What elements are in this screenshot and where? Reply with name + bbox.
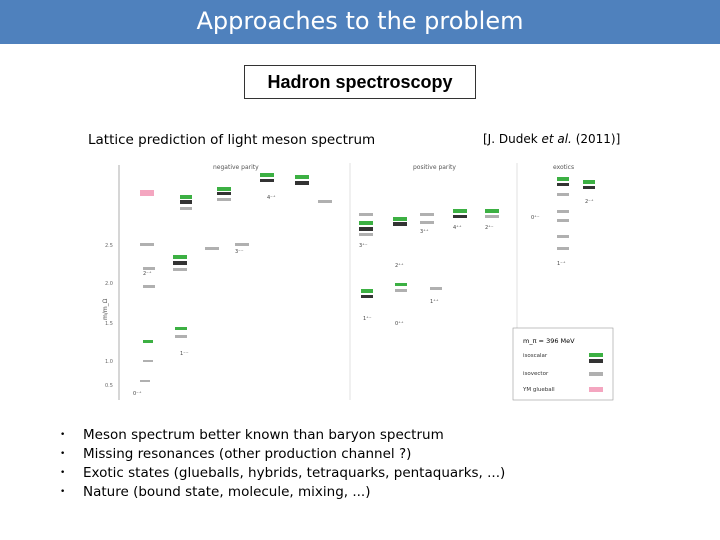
- state-label: 1⁻⁻: [180, 351, 189, 357]
- bullet-item: [60, 445, 505, 464]
- y-tick: 2.5: [105, 243, 113, 249]
- citation-prefix: [J. Dudek: [483, 132, 542, 146]
- panel-exotics: exotics: [553, 164, 575, 171]
- hadron-spectroscopy-box: Hadron spectroscopy: [244, 65, 476, 99]
- bullet-text: Exotic states (glueballs, hybrids, tetraquarks, pentaquarks, ...): [83, 465, 506, 481]
- legend-isovector-label: isovector: [523, 371, 549, 377]
- state-label: 2⁺⁻: [485, 225, 494, 231]
- panel-negative-parity: negative parity: [213, 164, 259, 171]
- slide-title: Approaches to the problem: [0, 0, 720, 44]
- exotics-levels: [557, 177, 595, 250]
- state-label: 1⁺⁺: [430, 299, 439, 305]
- state-label: 4⁻⁺: [267, 195, 276, 201]
- bullet-text: Meson spectrum better known than baryon spectrum: [83, 427, 444, 443]
- panel-positive-parity: positive parity: [413, 164, 456, 171]
- bullet-item: [60, 483, 505, 502]
- state-label: 3⁺⁻: [359, 243, 368, 249]
- meson-spectrum-figure: [95, 155, 625, 405]
- y-tick: 1.5: [105, 321, 113, 327]
- exotics-state-labels: [531, 199, 594, 267]
- bullet-dot: •: [60, 487, 66, 497]
- citation-italic: et al.: [541, 132, 572, 146]
- negative-parity-state-labels: [133, 195, 276, 397]
- positive-parity-state-labels: [359, 225, 494, 327]
- figure-legend: [513, 328, 613, 400]
- bullet-item: [60, 464, 505, 483]
- positive-parity-levels: [359, 209, 499, 298]
- y-tick: 2.0: [105, 281, 113, 287]
- bullet-item: [60, 426, 505, 445]
- state-label: 4⁺⁺: [453, 225, 462, 231]
- lattice-prediction-label: Lattice prediction of light meson spectrum: [88, 132, 376, 148]
- citation: [483, 132, 620, 146]
- y-tick: 1.0: [105, 359, 113, 365]
- bullet-dot: •: [60, 449, 66, 459]
- state-label: 0⁺⁺: [395, 321, 404, 327]
- bullet-dot: •: [60, 468, 66, 478]
- state-label: 2⁻⁺: [585, 199, 594, 205]
- citation-suffix: (2011)]: [571, 132, 621, 146]
- bullet-text: Missing resonances (other production channel ?): [83, 446, 412, 462]
- bullet-text: Nature (bound state, molecule, mixing, ...): [83, 484, 371, 500]
- state-label: 0⁺⁻: [531, 215, 540, 221]
- state-label: 0⁻⁺: [133, 391, 142, 397]
- state-label: 3⁻⁻: [235, 249, 244, 255]
- legend-mpi: m_π = 396 MeV: [523, 337, 575, 345]
- state-label: 2⁺⁺: [395, 263, 404, 269]
- y-axis-label: m/m_Ω: [102, 298, 109, 320]
- bullet-dot: •: [60, 430, 66, 440]
- state-label: 3⁺⁺: [420, 229, 429, 235]
- legend-glueball-label: YM glueball: [523, 387, 555, 393]
- bullet-list: [60, 426, 505, 502]
- state-label: 1⁺⁻: [363, 316, 372, 322]
- legend-isoscalar-label: isoscalar: [523, 353, 548, 359]
- y-tick: 0.5: [105, 383, 113, 389]
- state-label: 1⁻⁺: [557, 261, 566, 267]
- state-label: 2⁻⁺: [143, 271, 152, 277]
- negative-parity-levels: [140, 173, 332, 382]
